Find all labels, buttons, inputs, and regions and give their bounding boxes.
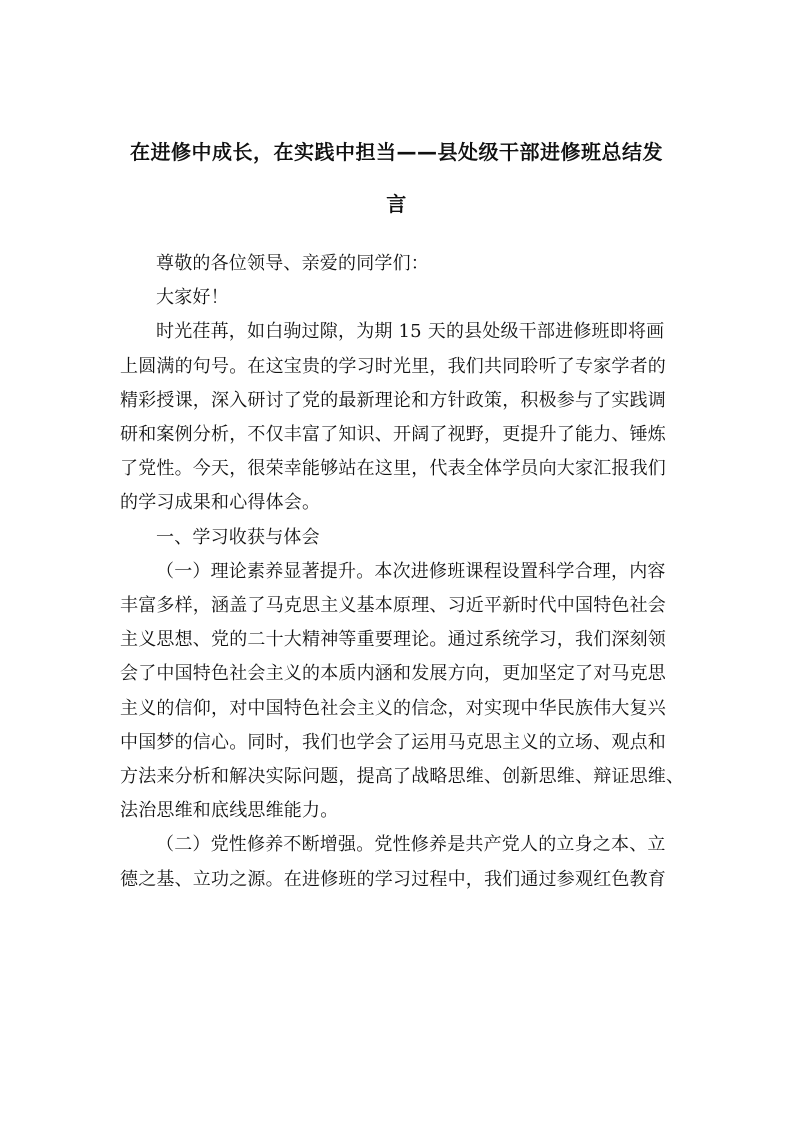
title-line: 在进修中成长，在实践中担当——县处级干部进修班总结发 <box>130 140 663 164</box>
theory-paragraph <box>120 555 685 829</box>
text-line-continued: 方法来分析和解决实际问题，提高了战略思维、创新思维、辩证思维、 <box>120 766 685 788</box>
document-title <box>0 126 793 230</box>
greeting-paragraph <box>120 281 680 315</box>
text-line-continued: 的学习成果和心得体会。 <box>120 492 321 514</box>
text-line-continued: 精彩授课，深入研讨了党的最新理论和方针政策，积极参与了实践调 <box>120 389 666 411</box>
title-line: 言 <box>386 192 407 216</box>
text-line: （二）党性修养不断增强。党性修养是共产党人的立身之本、立 <box>156 834 666 856</box>
text-line: 一、学习收获与体会 <box>156 526 320 548</box>
text-line-continued: 研和案例分析，不仅丰富了知识、开阔了视野，更提升了能力、锤炼 <box>120 424 666 446</box>
text-line: 大家好！ <box>156 287 229 309</box>
text-line: 尊敬的各位领导、亲爱的同学们： <box>156 253 429 274</box>
party-spirit-paragraph <box>120 828 680 896</box>
text-line-continued: 上圆满的句号。在这宝贵的学习时光里，我们共同聆听了专家学者的 <box>120 355 666 377</box>
intro-paragraph <box>120 315 680 520</box>
text-line: 时光荏苒，如白驹过隙，为期 15 天的县处级干部进修班即将画 <box>156 321 665 343</box>
text-line-continued: 中国梦的信心。同时，我们也学会了运用马克思主义的立场、观点和 <box>120 731 666 753</box>
salutation-paragraph <box>120 247 680 281</box>
text-line-continued: 主义的信仰，对中国特色社会主义的信念，对实现中华民族伟大复兴 <box>120 697 666 719</box>
text-line-continued: 会了中国特色社会主义的本质内涵和发展方向，更加坚定了对马克思 <box>120 663 666 685</box>
text-line-continued: 了党性。今天，很荣幸能够站在这里，代表全体学员向大家汇报我们 <box>120 458 666 480</box>
text-line-continued: 德之基、立功之源。在进修班的学习过程中，我们通过参观红色教育 <box>120 868 666 890</box>
section-heading <box>120 521 680 555</box>
document-body <box>120 247 685 897</box>
text-line-continued: 法治思维和底线思维能力。 <box>120 800 339 822</box>
text-line-continued: 主义思想、党的二十大精神等重要理论。通过系统学习，我们深刻领 <box>120 629 666 651</box>
text-line: （一）理论素养显著提升。本次进修班课程设置科学合理，内容 <box>156 560 666 582</box>
text-line-continued: 丰富多样，涵盖了马克思主义基本原理、习近平新时代中国特色社会 <box>120 595 666 617</box>
